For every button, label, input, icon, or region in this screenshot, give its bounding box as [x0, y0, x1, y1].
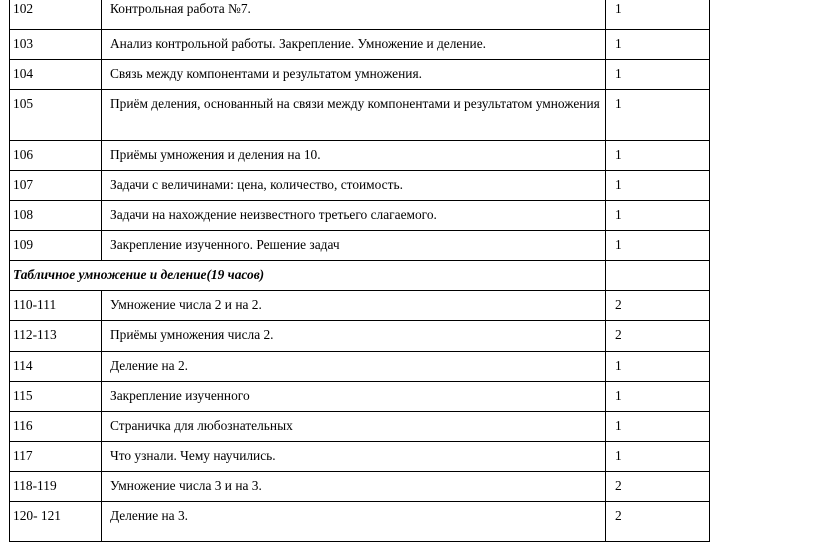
lesson-number-cell: 110-111: [10, 291, 102, 321]
lesson-topic-cell: Закрепление изученного: [102, 382, 606, 412]
lesson-number-cell: 102: [10, 0, 102, 30]
lesson-number-cell: 114: [10, 352, 102, 382]
table-row: [10, 171, 710, 201]
lesson-number-cell: 105: [10, 90, 102, 141]
lesson-hours-cell: 1: [606, 201, 710, 231]
lesson-hours-cell: 1: [606, 141, 710, 171]
lesson-topic-cell: Деление на 2.: [102, 352, 606, 382]
lesson-topic-cell: Задачи на нахождение неизвестного третьего слагаемого.: [102, 201, 606, 231]
lesson-hours-cell: 2: [606, 291, 710, 321]
lesson-hours-cell: 1: [606, 90, 710, 141]
table-row: [10, 502, 710, 542]
table-row: [10, 60, 710, 90]
section-row: [10, 261, 710, 291]
lesson-number-cell: 120- 121: [10, 502, 102, 542]
lesson-topic-cell: Связь между компонентами и результатом умножения.: [102, 60, 606, 90]
lesson-hours-cell: 1: [606, 30, 710, 60]
lesson-topic-cell: Анализ контрольной работы. Закрепление. Умножение и деление.: [102, 30, 606, 60]
lesson-hours-cell: 1: [606, 60, 710, 90]
table-row: [10, 201, 710, 231]
table-row: [10, 382, 710, 412]
lesson-topic-cell: Приёмы умножения числа 2.: [102, 321, 606, 352]
lesson-number-cell: 116: [10, 412, 102, 442]
lesson-hours-cell: 2: [606, 472, 710, 502]
lesson-hours-cell: 1: [606, 352, 710, 382]
table-row: [10, 291, 710, 321]
lesson-hours-cell: 1: [606, 0, 710, 30]
table-row: [10, 141, 710, 171]
table-row: [10, 412, 710, 442]
lesson-number-cell: 107: [10, 171, 102, 201]
lesson-number-cell: 109: [10, 231, 102, 261]
lesson-number-cell: 104: [10, 60, 102, 90]
lesson-hours-cell: 1: [606, 231, 710, 261]
lesson-number-cell: 112-113: [10, 321, 102, 352]
lesson-hours-cell: 2: [606, 502, 710, 542]
table-row: [10, 231, 710, 261]
lesson-hours-cell: 1: [606, 171, 710, 201]
lesson-number-cell: 117: [10, 442, 102, 472]
lesson-topic-cell: Приём деления, основанный на связи между компонентами и результатом умножения: [102, 90, 606, 141]
lesson-hours-cell: 1: [606, 382, 710, 412]
table-row: [10, 30, 710, 60]
lesson-hours-cell: 1: [606, 412, 710, 442]
lesson-number-cell: 106: [10, 141, 102, 171]
lesson-topic-cell: Деление на 3.: [102, 502, 606, 542]
lesson-number-cell: 118-119: [10, 472, 102, 502]
table-row: [10, 472, 710, 502]
table-row: [10, 0, 710, 30]
lesson-topic-cell: Страничка для любознательных: [102, 412, 606, 442]
lesson-topic-cell: Умножение числа 3 и на 3.: [102, 472, 606, 502]
lesson-topic-cell: Умножение числа 2 и на 2.: [102, 291, 606, 321]
section-empty-cell: [606, 261, 710, 291]
lesson-number-cell: 108: [10, 201, 102, 231]
section-title: Табличное умножение и деление(19 часов): [10, 261, 606, 291]
table-row: [10, 352, 710, 382]
table-row: [10, 90, 710, 141]
lesson-hours-cell: 1: [606, 442, 710, 472]
lesson-topic-cell: Закрепление изученного. Решение задач: [102, 231, 606, 261]
lesson-topic-cell: Контрольная работа №7.: [102, 0, 606, 30]
table-row: [10, 442, 710, 472]
lesson-topic-cell: Задачи с величинами: цена, количество, стоимость.: [102, 171, 606, 201]
lesson-topic-cell: Что узнали. Чему научились.: [102, 442, 606, 472]
lesson-topic-cell: Приёмы умножения и деления на 10.: [102, 141, 606, 171]
lesson-number-cell: 103: [10, 30, 102, 60]
lesson-hours-cell: 2: [606, 321, 710, 352]
table-row: [10, 321, 710, 352]
lesson-number-cell: 115: [10, 382, 102, 412]
lesson-plan-table: [9, 0, 710, 542]
